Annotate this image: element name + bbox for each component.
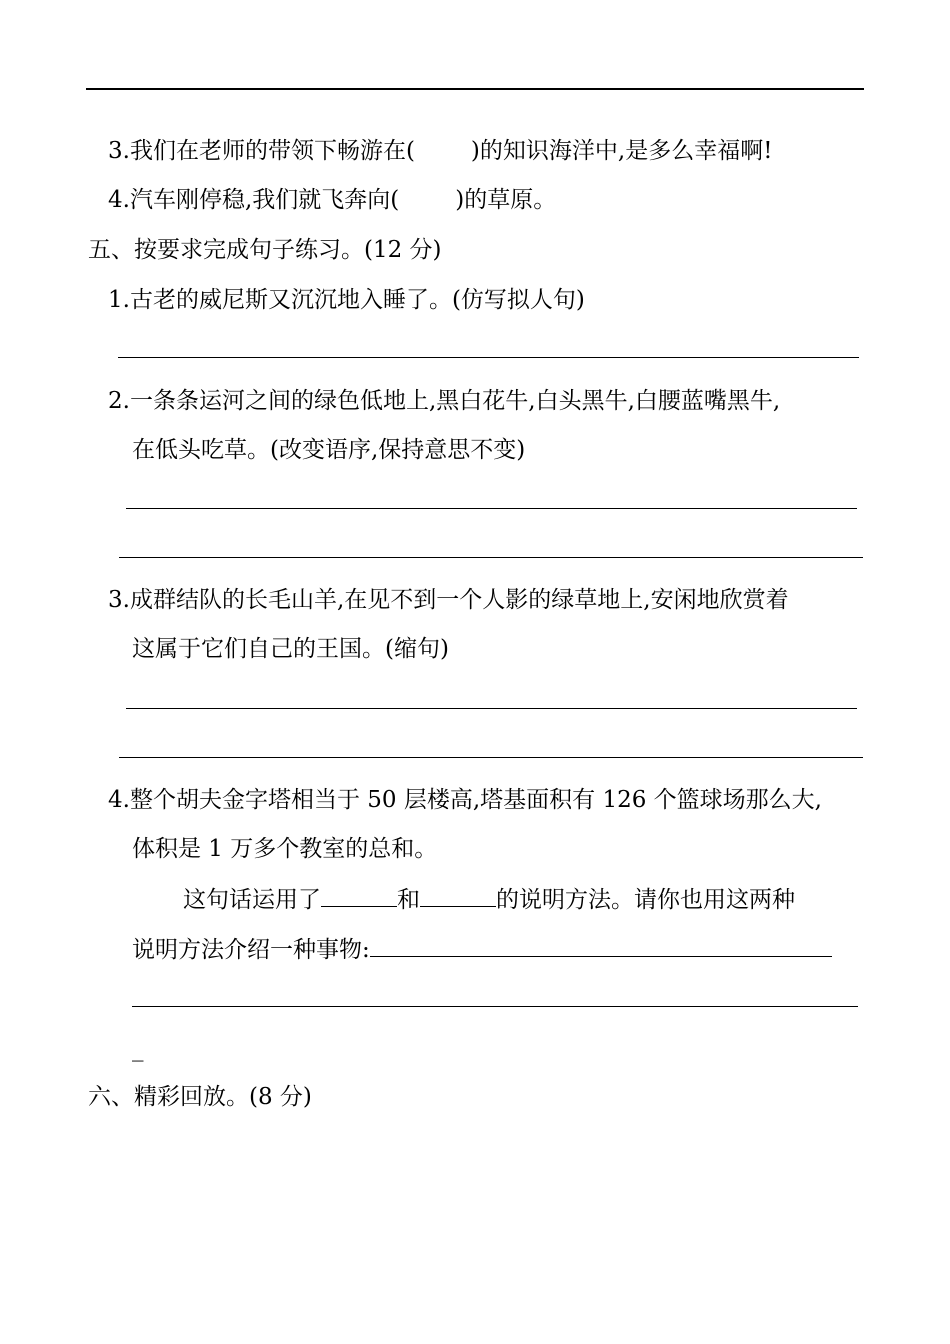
question-5-2-line2: 在低头吃草。(改变语序,保持意思不变) bbox=[132, 437, 526, 463]
section-6-heading: 六、精彩回放。(8 分) bbox=[88, 1084, 312, 1110]
answer-line-5-2a[interactable] bbox=[126, 508, 857, 509]
section-5-heading: 五、按要求完成句子练习。(12 分) bbox=[88, 237, 442, 263]
question-5-4-line2: 体积是 1 万多个教室的总和。 bbox=[132, 836, 438, 862]
question-5-3-line1: 3.成群结队的长毛山羊,在见不到一个人影的绿草地上,安闲地欣赏着 bbox=[108, 587, 789, 613]
blank-introduce-thing[interactable] bbox=[370, 934, 832, 957]
question-5-3-line2: 这属于它们自己的王国。(缩句) bbox=[132, 636, 449, 662]
question-5-1: 1.古老的威尼斯又沉沉地入睡了。(仿写拟人句) bbox=[108, 287, 585, 313]
question-4-3: 3.我们在老师的带领下畅游在( )的知识海洋中,是多么幸福啊! bbox=[108, 138, 773, 164]
question-4-4: 4.汽车刚停稳,我们就飞奔向( )的草原。 bbox=[108, 187, 557, 213]
question-5-4-line4: 说明方法介绍一种事物: bbox=[132, 934, 832, 965]
header-rule bbox=[86, 88, 864, 90]
question-5-4-line1: 4.整个胡夫金字塔相当于 50 层楼高,塔基面积有 126 个篮球场那么大, bbox=[108, 787, 822, 813]
question-5-2-line1: 2.一条条运河之间的绿色低地上,黑白花牛,白头黑牛,白腰蓝嘴黑牛, bbox=[108, 388, 781, 414]
answer-line-5-2b[interactable] bbox=[119, 557, 863, 558]
answer-line-5-1[interactable] bbox=[118, 357, 859, 358]
blank-method-1[interactable] bbox=[321, 884, 397, 907]
answer-line-5-3a[interactable] bbox=[126, 708, 857, 709]
answer-line-5-4[interactable] bbox=[132, 1006, 858, 1007]
answer-line-5-3b[interactable] bbox=[119, 757, 863, 758]
answer-line-tail: _ bbox=[132, 1036, 144, 1062]
blank-method-2[interactable] bbox=[420, 884, 496, 907]
question-5-4-line3: 这句话运用了 和 的说明方法。请你也用这两种 bbox=[183, 884, 795, 915]
